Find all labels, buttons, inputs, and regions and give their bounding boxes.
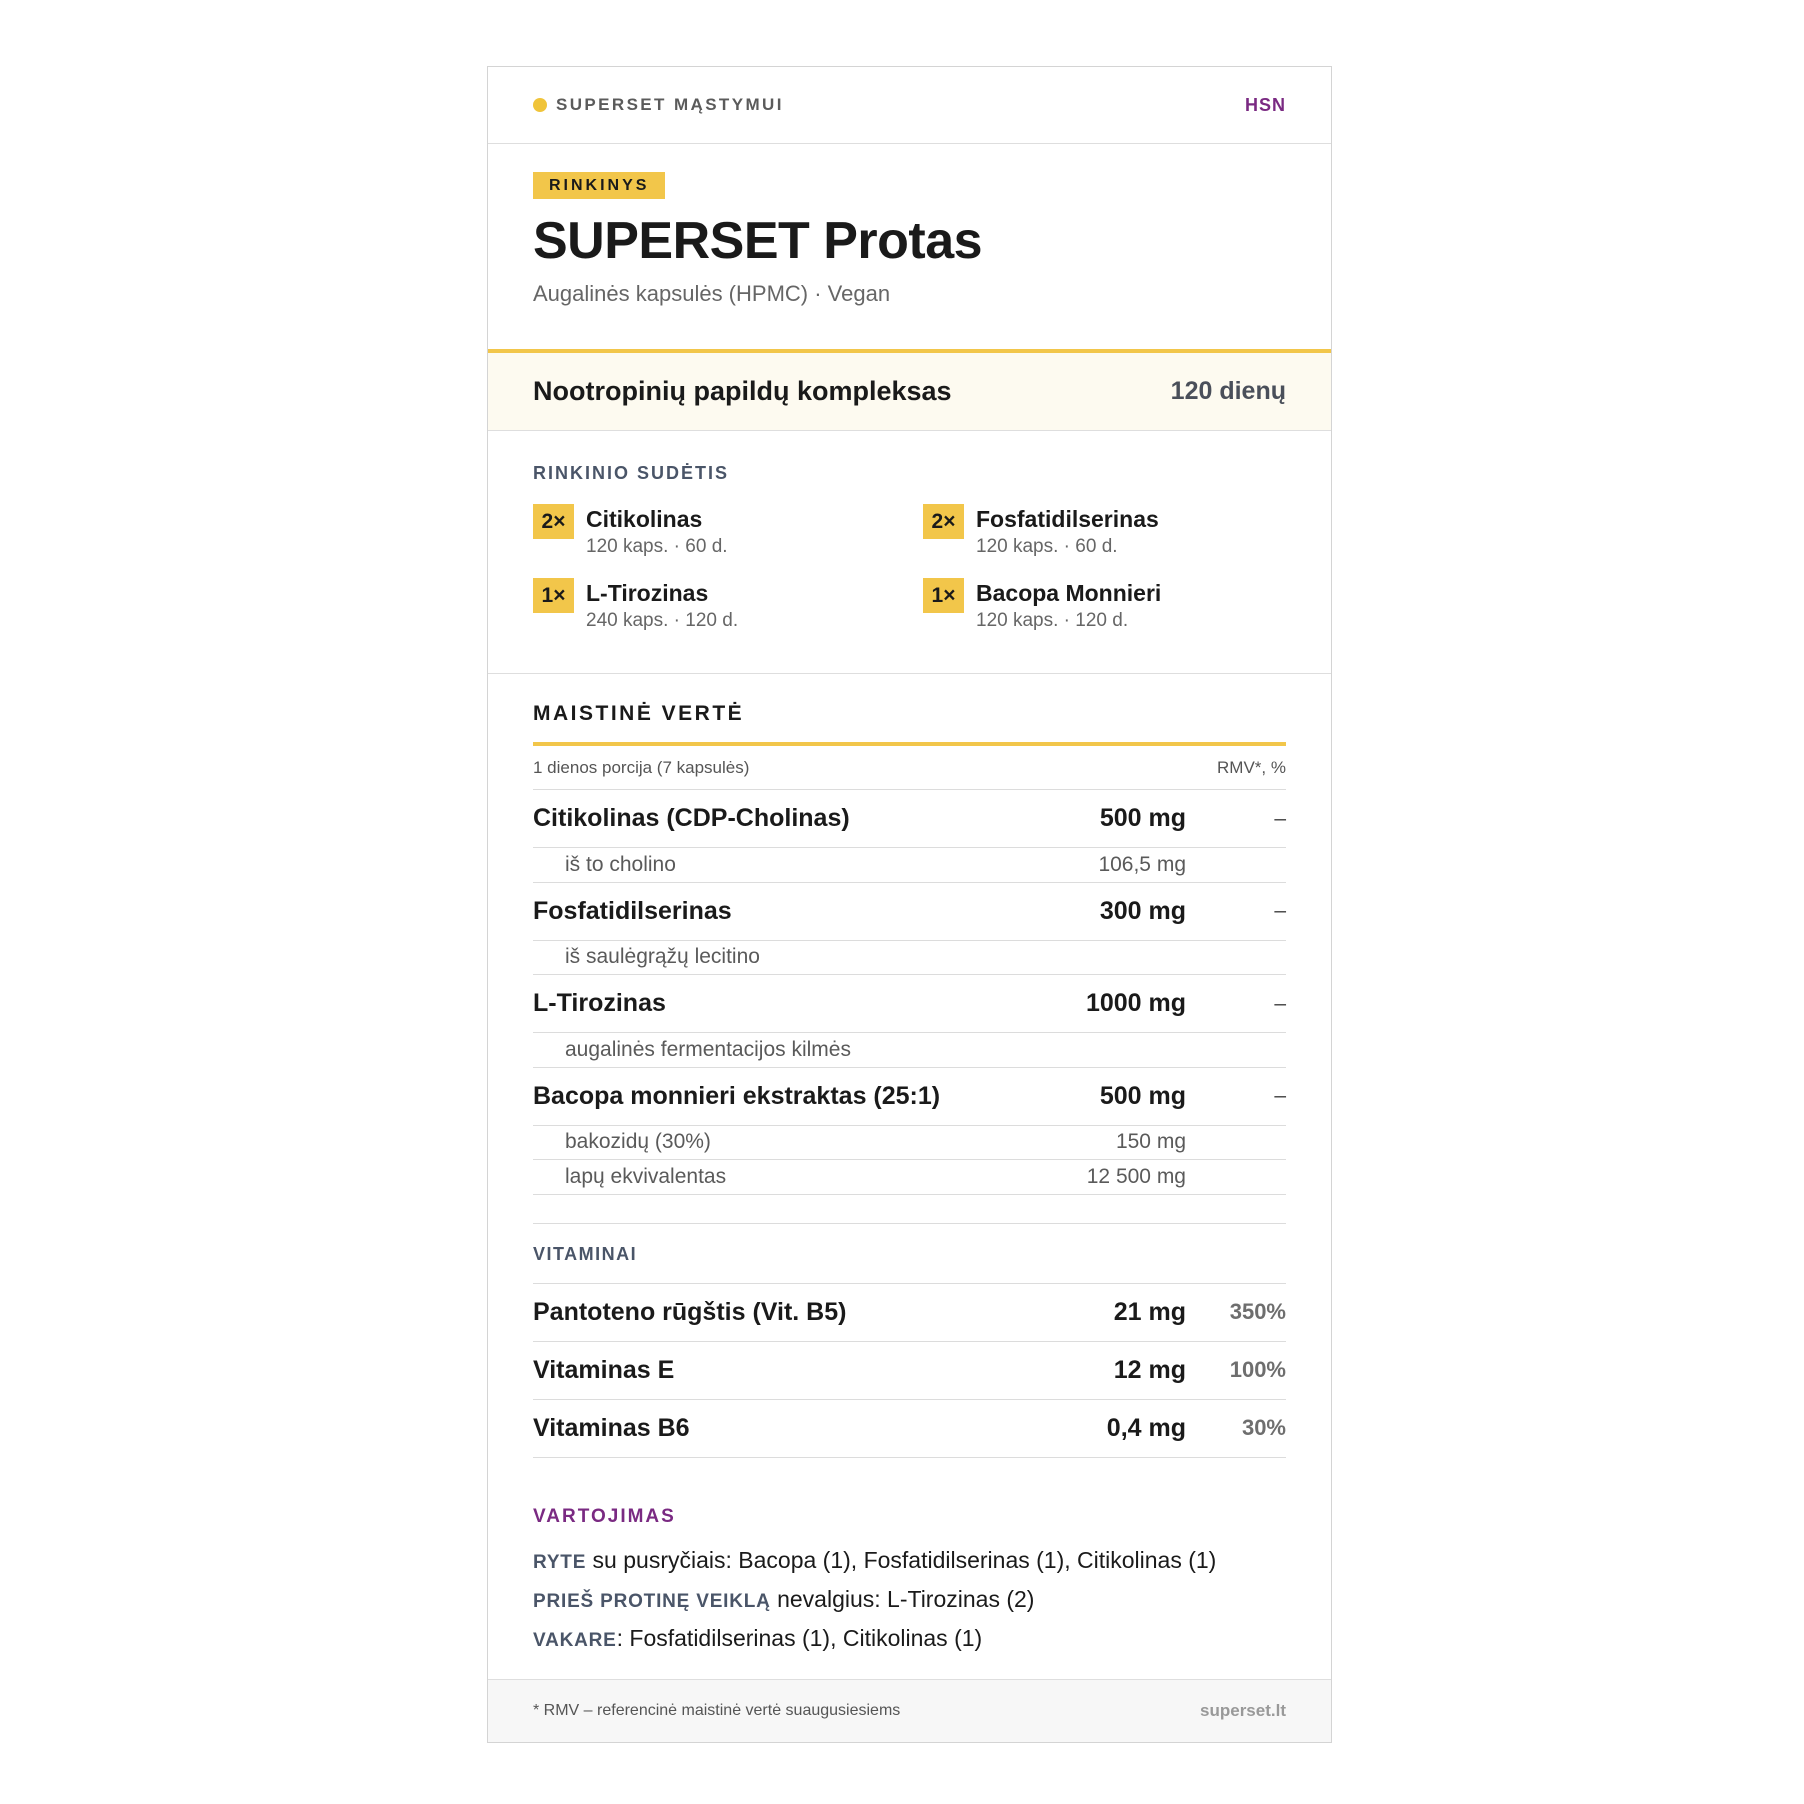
nutrient-name: Bacopa monnieri ekstraktas (25:1) bbox=[533, 1081, 941, 1110]
usage-key: PRIEŠ PROTINĘ VEIKLĄ bbox=[533, 1590, 771, 1612]
product-label-card bbox=[487, 66, 1332, 1743]
composition-item-name: Bacopa Monnieri bbox=[976, 580, 1162, 606]
vitamin-name: Vitaminas B6 bbox=[533, 1413, 690, 1442]
nutrient-row bbox=[533, 1068, 1286, 1126]
nutrient-subamount: 106,5 mg bbox=[1098, 852, 1186, 876]
partner-logo: HSN bbox=[1244, 94, 1286, 115]
nutrient-subrow bbox=[533, 941, 1286, 976]
composition-section bbox=[488, 431, 1331, 674]
usage-line bbox=[533, 1581, 1286, 1620]
quantity-badge: 1× bbox=[533, 578, 574, 613]
nutrient-subname: iš to cholino bbox=[565, 852, 676, 876]
nutrient-subrow bbox=[533, 1126, 1286, 1161]
product-tag: RINKINYS bbox=[533, 172, 665, 199]
serving-size: 1 dienos porcija (7 kapsulės) bbox=[533, 757, 750, 777]
nutrient-subrow bbox=[533, 848, 1286, 883]
rmv-header: RMV*, % bbox=[1217, 757, 1286, 777]
usage-line bbox=[533, 1542, 1286, 1581]
nutrient-subrow bbox=[533, 1160, 1286, 1195]
composition-item-name: Fosfatidilserinas bbox=[976, 506, 1159, 532]
nutrient-rmv: – bbox=[1274, 899, 1286, 922]
vitamin-row bbox=[533, 1342, 1286, 1400]
usage-text: nevalgius: L-Tirozinas (2) bbox=[770, 1585, 1035, 1612]
composition-item-name: Citikolinas bbox=[586, 506, 703, 532]
vitamin-name: Vitaminas E bbox=[533, 1355, 675, 1384]
usage-lines bbox=[533, 1542, 1286, 1659]
band-title: Nootropinių papildų kompleksas bbox=[533, 376, 952, 406]
nutrient-amount: 1000 mg bbox=[1085, 989, 1186, 1017]
nutrient-subamount: 150 mg bbox=[1115, 1130, 1186, 1154]
brand-name: SUPERSET MĄSTYMUI bbox=[556, 95, 784, 114]
vitamin-amount: 21 mg bbox=[1113, 1297, 1186, 1326]
vitamin-rmv: 100% bbox=[1229, 1357, 1286, 1382]
nutrient-rmv: – bbox=[1274, 991, 1286, 1015]
usage-heading: VARTOJIMAS bbox=[533, 1505, 676, 1527]
quantity-badge: 1× bbox=[923, 578, 964, 613]
composition-grid bbox=[533, 504, 1286, 632]
nutrition-heading: MAISTINĖ VERTĖ bbox=[533, 702, 745, 725]
composition-item bbox=[923, 578, 1283, 632]
nutrient-amount: 500 mg bbox=[1099, 804, 1186, 832]
quantity-badge: 2× bbox=[923, 504, 964, 539]
brand-dot-icon bbox=[533, 98, 547, 112]
vitamin-amount: 12 mg bbox=[1113, 1355, 1186, 1384]
nutrient-amount: 300 mg bbox=[1099, 896, 1186, 925]
vitamins-label: VITAMINAI bbox=[533, 1224, 1286, 1284]
top-bar bbox=[488, 67, 1331, 144]
product-title: SUPERSET Protas bbox=[533, 212, 983, 270]
composition-item bbox=[533, 504, 923, 558]
nutrient-subname: lapų ekvivalentas bbox=[565, 1164, 727, 1188]
nutrient-row bbox=[533, 883, 1286, 941]
vitamin-rmv: 350% bbox=[1229, 1299, 1286, 1324]
serving-row bbox=[533, 746, 1286, 790]
composition-item-meta: 120 kaps. · 60 d. bbox=[976, 536, 1118, 557]
vitamin-row bbox=[533, 1284, 1286, 1342]
nutrient-rmv: – bbox=[1274, 806, 1286, 830]
vitamins-block bbox=[533, 1223, 1286, 1458]
composition-item-meta: 120 kaps. · 60 d. bbox=[586, 536, 728, 557]
product-subtitle: Augalinės kapsulės (HPMC) · Vegan bbox=[533, 281, 891, 306]
vitamin-row bbox=[533, 1400, 1286, 1458]
nutrient-name: Fosfatidilserinas bbox=[533, 896, 732, 925]
usage-section bbox=[488, 1458, 1331, 1659]
nutrient-subname: iš saulėgrąžų lecitino bbox=[565, 945, 760, 969]
quantity-badge: 2× bbox=[533, 504, 574, 539]
composition-label: RINKINIO SUDĖTIS bbox=[533, 463, 730, 483]
product-band bbox=[488, 349, 1331, 431]
composition-item bbox=[923, 504, 1283, 558]
brand bbox=[533, 95, 784, 115]
nutrient-subrow bbox=[533, 1033, 1286, 1068]
website-link[interactable]: superset.lt bbox=[1200, 1701, 1286, 1720]
nutrient-row bbox=[533, 790, 1286, 848]
nutrient-row bbox=[533, 975, 1286, 1033]
footnote: * RMV – referencinė maistinė vertė suaugusiesiems bbox=[533, 1702, 901, 1719]
usage-key: VAKARE bbox=[533, 1629, 617, 1651]
usage-text: su pusryčiais: Bacopa (1), Fosfatidilserinas (1), Citikolinas (1) bbox=[586, 1546, 1217, 1573]
nutrition-section bbox=[488, 674, 1331, 1458]
composition-item-name: L-Tirozinas bbox=[586, 580, 709, 606]
composition-item-meta: 240 kaps. · 120 d. bbox=[586, 610, 739, 631]
nutrient-rmv: – bbox=[1274, 1084, 1286, 1107]
nutrient-subamount: 12 500 mg bbox=[1086, 1164, 1186, 1188]
product-header bbox=[488, 144, 1331, 349]
vitamin-rmv: 30% bbox=[1241, 1415, 1286, 1440]
vitamin-amount: 0,4 mg bbox=[1106, 1413, 1186, 1442]
vitamin-name: Pantoteno rūgštis (Vit. B5) bbox=[533, 1297, 847, 1326]
usage-text: : Fosfatidilserinas (1), Citikolinas (1) bbox=[616, 1624, 983, 1651]
composition-item-meta: 120 kaps. · 120 d. bbox=[976, 610, 1129, 631]
nutrient-amount: 500 mg bbox=[1099, 1081, 1186, 1110]
usage-key: RYTE bbox=[533, 1551, 587, 1573]
usage-line bbox=[533, 1620, 1286, 1659]
nutrient-subname: augalinės fermentacijos kilmės bbox=[565, 1037, 851, 1061]
band-days: 120 dienų bbox=[1170, 377, 1286, 405]
composition-item bbox=[533, 578, 923, 632]
nutrient-name: L-Tirozinas bbox=[533, 989, 666, 1017]
nutrient-subname: bakozidų (30%) bbox=[565, 1130, 711, 1154]
nutrient-name: Citikolinas (CDP-Cholinas) bbox=[533, 804, 850, 832]
footer bbox=[488, 1679, 1331, 1742]
